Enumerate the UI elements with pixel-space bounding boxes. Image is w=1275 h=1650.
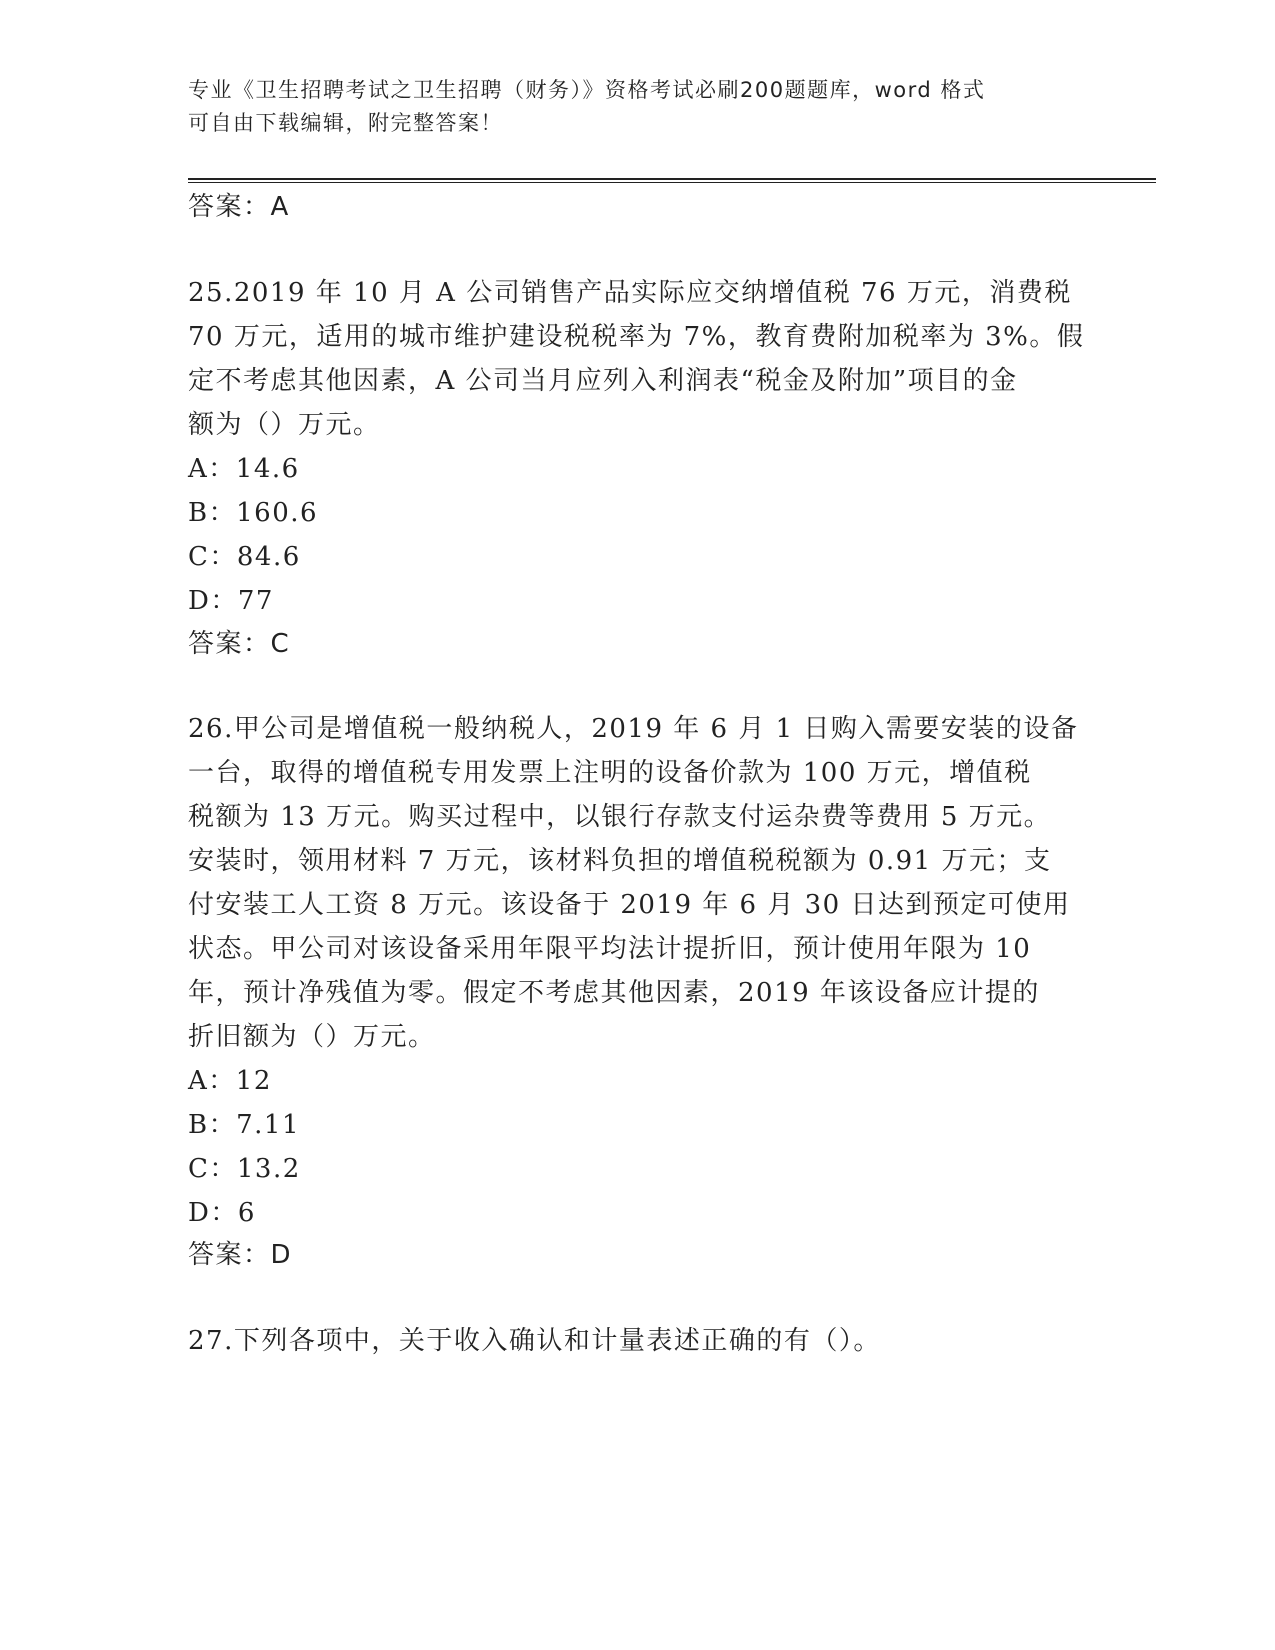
question-25-answer: 答案：C [188, 629, 291, 659]
header-divider [188, 178, 1156, 183]
question-26-stem-line: 安装时，领用材料 7 万元，该材料负担的增值税税额为 0.91 万元；支 [188, 846, 1052, 876]
question-25-stem-line: 25.2019 年 10 月 A 公司销售产品实际应交纳增值税 76 万元，消费税 [188, 278, 1072, 308]
question-26-stem-line: 年，预计净残值为零。假定不考虑其他因素，2019 年该设备应计提的 [188, 978, 1040, 1008]
question-26-stem-line: 26.甲公司是增值税一般纳税人，2019 年 6 月 1 日购入需要安装的设备 [188, 714, 1079, 744]
header-line-2: 可自由下载编辑，附完整答案！ [188, 111, 503, 135]
header-line-1: 专业《卫生招聘考试之卫生招聘（财务）》资格考试必刷200题题库，word 格式 [188, 78, 986, 102]
question-25-option-a: A：14.6 [188, 454, 300, 484]
question-26-stem-line: 税额为 13 万元。购买过程中，以银行存款支付运杂费等费用 5 万元。 [188, 802, 1052, 832]
question-26-option-d: D：6 [188, 1198, 256, 1228]
question-26-option-c: C：13.2 [188, 1154, 301, 1184]
document-header [188, 74, 1068, 140]
question-25-stem-line: 70 万元，适用的城市维护建设税税率为 7%，教育费附加税率为 3%。假 [188, 322, 1085, 352]
question-25-stem-line: 额为（）万元。 [188, 410, 381, 440]
question-25-option-d: D：77 [188, 586, 274, 616]
question-26-option-b: B：7.11 [188, 1110, 300, 1140]
question-26-answer: 答案：D [188, 1240, 293, 1270]
question-25-option-b: B：160.6 [188, 498, 319, 528]
question-26-stem-line: 付安装工人工资 8 万元。该设备于 2019 年 6 月 30 日达到预定可使用 [188, 890, 1071, 920]
question-26-stem-line: 状态。甲公司对该设备采用年限平均法计提折旧，预计使用年限为 10 [188, 934, 1032, 964]
question-25-option-c: C：84.6 [188, 542, 301, 572]
question-26-option-a: A：12 [188, 1066, 272, 1096]
question-25-stem-line: 定不考虑其他因素，A 公司当月应列入利润表“税金及附加”项目的金 [188, 366, 1018, 396]
question-27-stem-line: 27.下列各项中，关于收入确认和计量表述正确的有（）。 [188, 1326, 881, 1356]
question-26-stem-line: 一台，取得的增值税专用发票上注明的设备价款为 100 万元，增值税 [188, 758, 1032, 788]
question-26-stem-line: 折旧额为（）万元。 [188, 1022, 436, 1052]
answer-previous: 答案：A [188, 192, 290, 222]
